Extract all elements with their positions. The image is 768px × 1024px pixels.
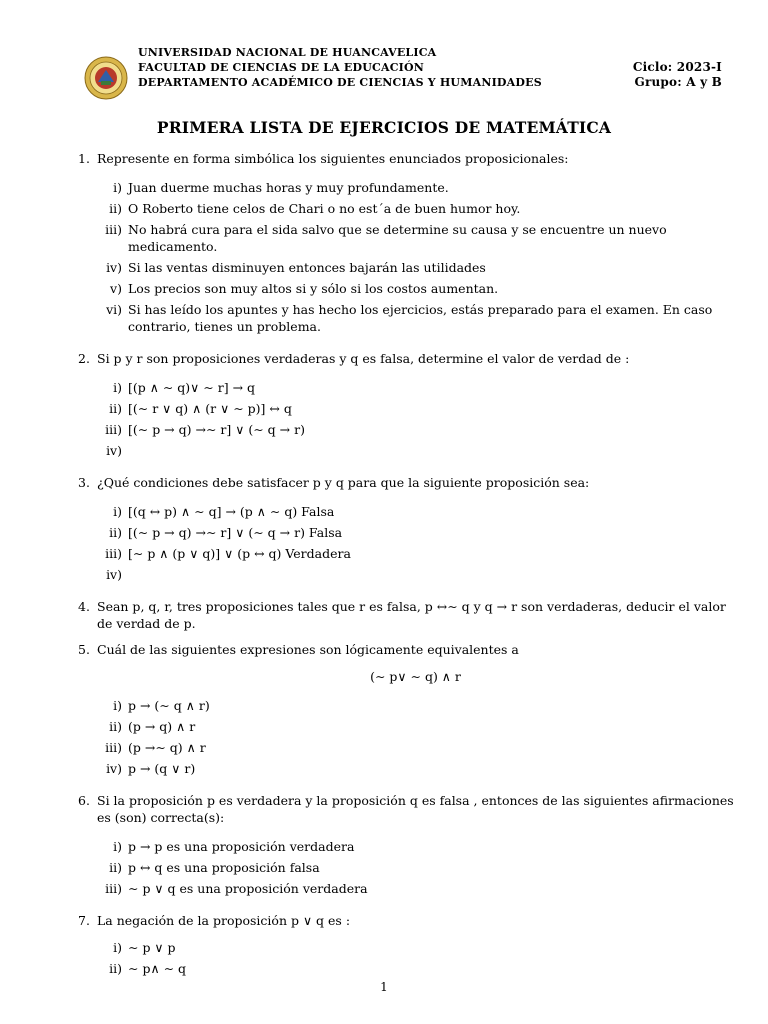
item-formula: [(p ∧ ∼ q)∨ ∼ r] → q [128,380,256,395]
exercise-2 [78,350,734,367]
item-key: iv) [106,761,122,776]
list-item [78,259,734,276]
exercise-number: 5. [78,642,90,657]
list-item [78,280,734,297]
cycle-label: Ciclo: 2023-I [632,60,722,74]
item-key: iii) [105,546,122,561]
item-key: i) [113,504,122,519]
exercise-5-items [78,697,734,777]
exercise-6 [78,792,734,826]
exercise-number: 4. [78,599,90,614]
list-item [78,400,734,417]
exercise-number: 1. [78,151,90,166]
item-formula: (p →∼ q) ∧ r [128,740,206,755]
item-text: Si has leído los apuntes y has hecho los ejercicios, estás preparado para el examen. En caso contrario, tienes un problema. [128,302,713,334]
item-key: ii) [109,401,122,416]
exercise-number: 2. [78,351,90,366]
item-key: iv) [106,443,122,458]
exercise-text: Sean p, q, r, tres proposiciones tales que r es falsa, p ↔∼ q y q → r son verdaderas, deducir el valor de verdad de p. [97,599,726,631]
item-key: i) [113,940,122,955]
exercise-text: Represente en forma simbólica los siguientes enunciados proposicionales: [97,151,569,166]
item-formula: [∼ p ∧ (p ∨ q)] ∨ (p ↔ q) Verdadera [128,546,351,561]
list-item [78,179,734,196]
exercise-text: Si p y r son proposiciones verdaderas y q es falsa, determine el valor de verdad de : [97,351,630,366]
item-formula [128,566,734,583]
item-key: ii) [109,719,122,734]
item-formula: [(∼ r ∨ q) ∧ (r ∨ ∼ p)] ↔ q [128,401,292,416]
list-item [78,442,734,459]
display-formula: (∼ p∨ ∼ q) ∧ r [370,669,461,684]
exercise-3-items [78,503,734,583]
list-item [78,503,734,520]
document-header [138,45,722,90]
list-item [78,760,734,777]
exercise-list [78,150,734,977]
list-item [78,718,734,735]
group-label: Grupo: A y B [634,75,722,89]
faculty-name: FACULTAD DE CIENCIAS DE LA EDUCACIÓN [138,61,425,74]
exercise-text: La negación de la proposición p ∨ q es : [97,913,351,928]
page-number: 1 [380,980,388,994]
exercise-1 [78,150,734,167]
exercise-3 [78,474,734,491]
item-key: vi) [106,302,122,317]
item-formula: p → (∼ q ∧ r) [128,698,210,713]
exercise-7 [78,912,734,929]
item-formula: p → (q ∨ r) [128,761,196,776]
list-item [78,524,734,541]
item-text: Juan duerme muchas horas y muy profundamente. [128,180,449,195]
item-key: ii) [109,860,122,875]
item-formula: [(∼ p → q) →∼ r] ∨ (∼ q → r) [128,422,305,437]
university-name: UNIVERSIDAD NACIONAL DE HUANCAVELICA [138,46,437,59]
university-seal-logo [84,56,128,100]
exercise-number: 7. [78,913,90,928]
department-name: DEPARTAMENTO ACADÉMICO DE CIENCIAS Y HUMANIDADES [138,76,542,89]
list-item [78,379,734,396]
item-key: iii) [105,222,122,237]
list-item [78,880,734,897]
item-text: ∼ p ∨ q es una proposición verdadera [128,881,368,896]
list-item [78,221,734,255]
item-key: v) [110,281,122,296]
exercise-5 [78,641,734,658]
exercise-2-items [78,379,734,459]
item-formula: [(∼ p → q) →∼ r] ∨ (∼ q → r) Falsa [128,525,343,540]
item-key: ii) [109,525,122,540]
item-formula: [(q ↔ p) ∧ ∼ q] → (p ∧ ∼ q) Falsa [128,504,335,519]
list-item [78,739,734,756]
item-text: O Roberto tiene celos de Chari o no est´a de buen humor hoy. [128,201,521,216]
list-item [78,859,734,876]
item-formula: (p → q) ∧ r [128,719,196,734]
exercise-7-items [78,939,734,977]
list-item [78,200,734,217]
item-key: iii) [105,740,122,755]
item-text: No habrá cura para el sida salvo que se determine su causa y se encuentre un nuevo medicamento. [128,222,667,254]
list-item [78,545,734,562]
list-item [78,301,734,335]
item-key: ii) [109,201,122,216]
item-key: iii) [105,881,122,896]
exercise-6-items [78,838,734,897]
item-key: i) [113,380,122,395]
exercise-number: 3. [78,475,90,490]
list-item [78,939,734,956]
list-item [78,566,734,583]
list-item [78,838,734,855]
page-title: PRIMERA LISTA DE EJERCICIOS DE MATEMÁTICA [156,118,612,137]
exercise-number: 6. [78,793,90,808]
item-formula: ∼ p∧ ∼ q [128,961,187,976]
list-item [78,421,734,438]
item-text: Si las ventas disminuyen entonces bajarán las utilidades [128,260,486,275]
exercise-text: Si la proposición p es verdadera y la proposición q es falsa , entonces de las siguientes afirmaciones es (son) correcta(s): [97,793,734,825]
item-key: iv) [106,260,122,275]
exercise-1-items [78,179,734,335]
item-key: i) [113,180,122,195]
item-formula: ∼ p ∨ p [128,940,176,955]
item-text: p → p es una proposición verdadera [128,839,355,854]
list-item [78,697,734,714]
item-key: ii) [109,961,122,976]
item-key: iii) [105,422,122,437]
exercise-text: Cuál de las siguientes expresiones son lógicamente equivalentes a [97,642,519,657]
exercise-text: ¿Qué condiciones debe satisfacer p y q para que la siguiente proposición sea: [97,475,590,490]
item-key: i) [113,839,122,854]
item-text: Los precios son muy altos si y sólo si los costos aumentan. [128,281,499,296]
exercise-4 [78,598,734,632]
item-formula [128,442,734,459]
item-key: iv) [106,567,122,582]
item-text: p ↔ q es una proposición falsa [128,860,320,875]
item-key: i) [113,698,122,713]
list-item [78,960,734,977]
